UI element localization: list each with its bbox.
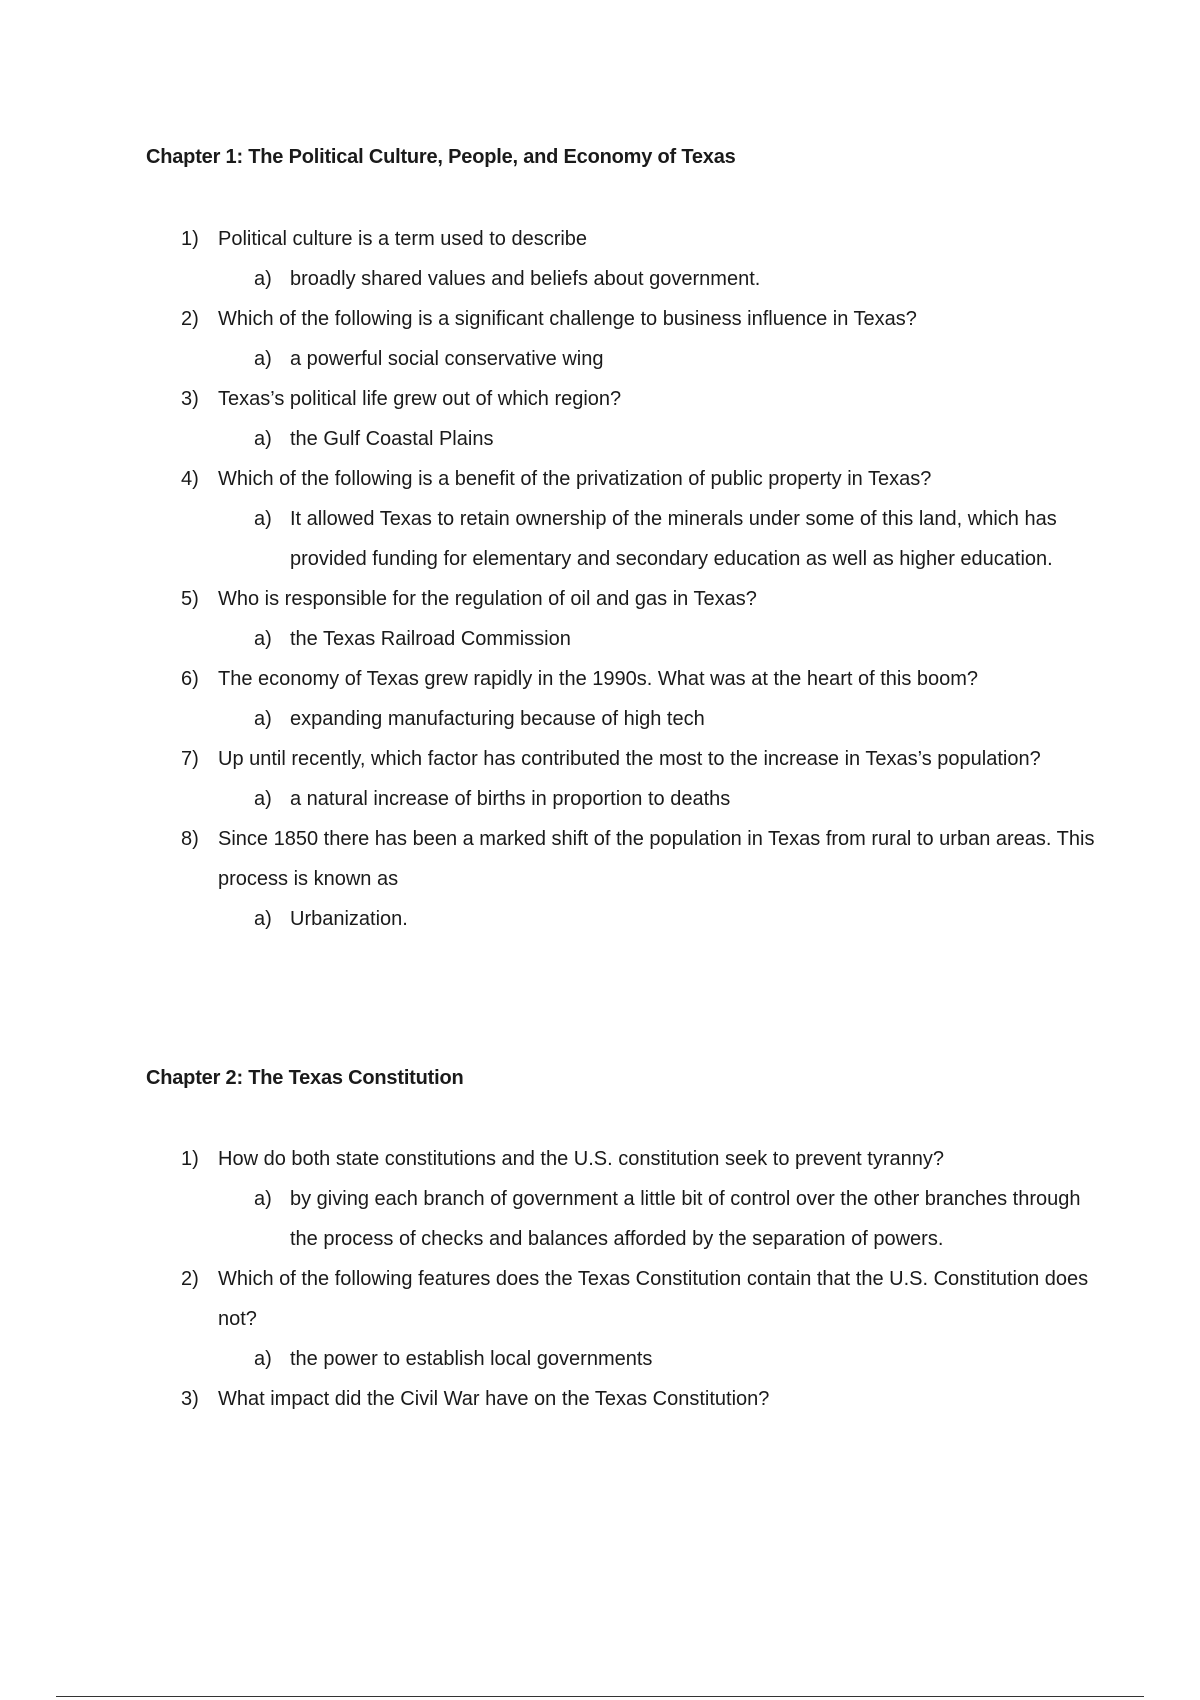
answer-letter: a) <box>254 268 272 290</box>
page-bottom-rule <box>56 1696 1144 1697</box>
answer-item <box>0 259 1200 299</box>
answer-letter: a) <box>254 708 272 730</box>
question-text: Who is responsible for the regulation of oil and gas in Texas? <box>218 588 757 610</box>
question-text: Which of the following is a benefit of the privatization of public property in Texas? <box>218 468 932 490</box>
question-item <box>0 819 1200 899</box>
question-item <box>0 1139 1200 1179</box>
question-item <box>0 1379 1200 1419</box>
answer-text: a natural increase of births in proportion to deaths <box>290 788 731 810</box>
question-item <box>0 379 1200 419</box>
question-number: 5) <box>181 588 199 610</box>
answer-text: broadly shared values and beliefs about government. <box>290 268 761 290</box>
question-number: 2) <box>181 1268 199 1290</box>
answer-text: Urbanization. <box>290 908 408 930</box>
answer-letter: a) <box>254 508 272 530</box>
question-item <box>0 579 1200 619</box>
question-list <box>0 1139 1200 1419</box>
question-text: What impact did the Civil War have on the Texas Constitution? <box>218 1388 770 1410</box>
answer-item <box>0 899 1200 939</box>
answer-text: expanding manufacturing because of high tech <box>290 708 705 730</box>
answer-item <box>0 779 1200 819</box>
question-text: Since 1850 there has been a marked shift of the population in Texas from rural to urban areas. This process is known as <box>218 828 1095 890</box>
question-item <box>0 659 1200 699</box>
question-number: 1) <box>181 1148 199 1170</box>
question-number: 6) <box>181 668 199 690</box>
answer-letter: a) <box>254 908 272 930</box>
question-number: 8) <box>181 828 199 850</box>
question-text: Up until recently, which factor has contributed the most to the increase in Texas’s population? <box>218 748 1041 770</box>
answer-item <box>0 419 1200 459</box>
answer-text: It allowed Texas to retain ownership of the minerals under some of this land, which has provided funding for elementary and secondary education as well as higher education. <box>290 508 1057 570</box>
chapter-title: Chapter 2: The Texas Constitution <box>146 1067 464 1089</box>
question-number: 7) <box>181 748 199 770</box>
answer-item <box>0 1339 1200 1379</box>
answer-text: the Texas Railroad Commission <box>290 628 571 650</box>
question-item <box>0 739 1200 779</box>
answer-item <box>0 339 1200 379</box>
answer-item <box>0 699 1200 739</box>
question-text: Political culture is a term used to describe <box>218 228 588 250</box>
answer-letter: a) <box>254 1348 272 1370</box>
question-number: 4) <box>181 468 199 490</box>
answer-item <box>0 619 1200 659</box>
question-text: Which of the following features does the Texas Constitution contain that the U.S. Constitution does not? <box>218 1268 1089 1330</box>
answer-letter: a) <box>254 788 272 810</box>
question-text: How do both state constitutions and the U.S. constitution seek to prevent tyranny? <box>218 1148 944 1170</box>
question-text: The economy of Texas grew rapidly in the 1990s. What was at the heart of this boom? <box>218 668 979 690</box>
answer-text: the Gulf Coastal Plains <box>290 428 494 450</box>
question-number: 3) <box>181 388 199 410</box>
answer-text: the power to establish local governments <box>290 1348 653 1370</box>
answer-letter: a) <box>254 1188 272 1210</box>
answer-letter: a) <box>254 628 272 650</box>
question-text: Which of the following is a significant challenge to business influence in Texas? <box>218 308 917 330</box>
question-text: Texas’s political life grew out of which region? <box>218 388 622 410</box>
answer-letter: a) <box>254 348 272 370</box>
answer-letter: a) <box>254 428 272 450</box>
question-item <box>0 299 1200 339</box>
question-item <box>0 219 1200 259</box>
question-number: 3) <box>181 1388 199 1410</box>
question-number: 1) <box>181 228 199 250</box>
question-item <box>0 1259 1200 1339</box>
question-number: 2) <box>181 308 199 330</box>
question-item <box>0 459 1200 499</box>
answer-text: a powerful social conservative wing <box>290 348 604 370</box>
question-list <box>0 219 1200 939</box>
answer-item <box>0 1179 1200 1259</box>
chapter-title: Chapter 1: The Political Culture, People, and Economy of Texas <box>146 146 736 168</box>
answer-text: by giving each branch of government a little bit of control over the other branches through the process of checks and balances afforded by the separation of powers. <box>290 1188 1081 1250</box>
answer-item <box>0 499 1200 579</box>
